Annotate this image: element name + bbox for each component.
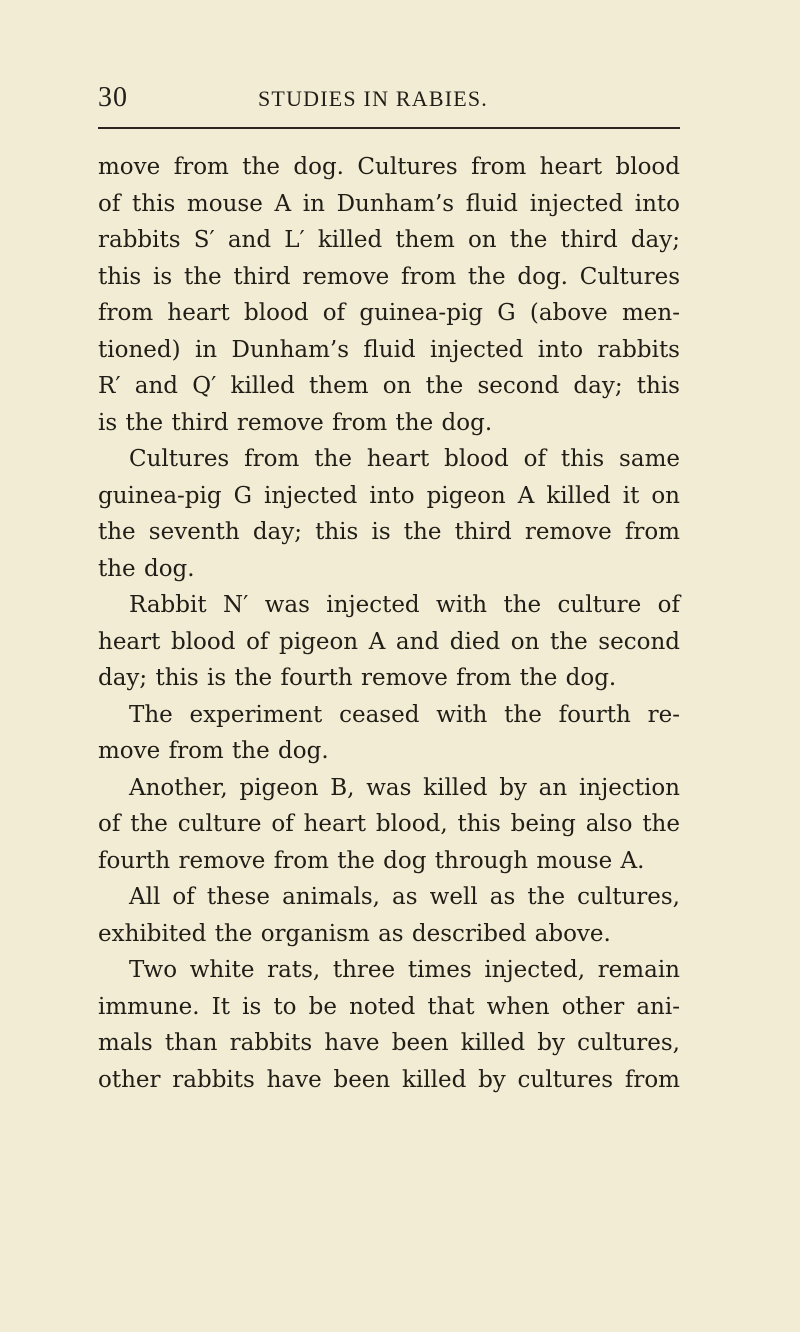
text-line: heart blood of pigeon A and died on the second: [98, 628, 680, 655]
text-line: from heart blood of guinea-pig G (above men-: [98, 300, 680, 326]
text-line: move from the dog. Cultures from heart blood: [98, 154, 680, 180]
text-line: is the third remove from the dog.: [98, 409, 493, 436]
text-line: All of these animals, as well as the cultures,: [129, 884, 680, 910]
text-line: immune. It is to be noted that when other ani-: [98, 993, 680, 1020]
text-line: fourth remove from the dog through mouse A.: [98, 847, 645, 874]
text-line: of this mouse A in Dunham’s fluid injected into: [98, 190, 680, 217]
text-line: tioned) in Dunham’s fluid injected into rabbits: [98, 336, 680, 363]
text-line: guinea-pig G injected into pigeon A killed it on: [98, 482, 680, 509]
text-line: the seventh day; this is the third remove from: [98, 519, 680, 545]
text-line: rabbits S′ and L′ killed them on the third day;: [98, 227, 680, 253]
text-line: Two white rats, three times injected, remain: [129, 957, 680, 983]
text-line: this is the third remove from the dog. Cultures: [98, 263, 680, 290]
header-rule: [98, 127, 680, 129]
running-head: STUDIES IN RABIES.: [258, 86, 488, 111]
text-line: R′ and Q′ killed them on the second day; this: [98, 373, 680, 399]
body-text: [98, 149, 680, 1098]
text-line: Cultures from the heart blood of this same: [129, 446, 680, 472]
text-line: of the culture of heart blood, this being also the: [98, 811, 680, 837]
text-line: mals than rabbits have been killed by cultures,: [98, 1030, 680, 1056]
text-line: The experiment ceased with the fourth re-: [129, 701, 680, 728]
text-line: the dog.: [98, 555, 195, 582]
text-line: move from the dog.: [98, 738, 329, 764]
text-line: other rabbits have been killed by cultures from: [98, 1066, 680, 1093]
page-header: [98, 82, 680, 120]
text-line: exhibited the organism as described above.: [98, 920, 611, 947]
text-line: Rabbit N′ was injected with the culture of: [129, 592, 680, 618]
text-line: Another, pigeon B, was killed by an injection: [129, 774, 680, 801]
text-line: day; this is the fourth remove from the dog.: [98, 665, 617, 691]
page-number: 30: [98, 82, 128, 113]
